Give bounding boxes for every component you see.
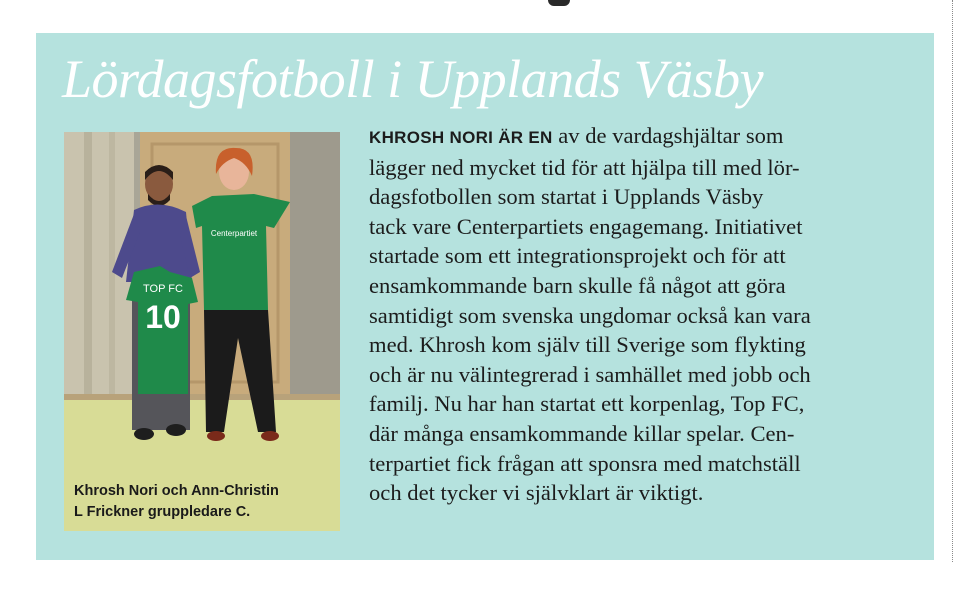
body-line: tack vare Centerpartiets engagemang. Initiativet	[369, 213, 803, 239]
photo-caption	[74, 481, 336, 523]
body-line: med. Khrosh kom själv till Sverige som flykting	[369, 332, 806, 358]
shirt-top-fc-text: TOP FC	[143, 283, 183, 295]
body-line: och är nu välintegrerad i samhället med jobb och	[369, 361, 811, 387]
body-line: ensamkommande barn skulle få något att göra	[369, 272, 786, 298]
caption-line: L Frickner gruppledare C.	[74, 504, 251, 520]
body-line: samtidigt som svenska ungdomar också kan vara	[369, 302, 811, 328]
page-top-mark	[548, 0, 570, 6]
article-photo	[64, 132, 340, 531]
body-line: familj. Nu har han startat ett korpenlag, Top FC,	[369, 391, 805, 417]
body-line: där många ensamkommande killar spelar. Cen-	[369, 420, 795, 446]
shirt-number: 10	[145, 299, 181, 335]
article-lead: KHROSH NORI ÄR EN	[369, 128, 553, 147]
photo-illustration	[64, 132, 340, 531]
body-line	[369, 121, 921, 153]
caption-line: Khrosh Nori och Ann-Christin	[74, 483, 279, 499]
body-line: startade som ett integrationsprojekt och för att	[369, 243, 786, 269]
body-line-text: av de vardagshjältar som	[552, 123, 784, 148]
body-line: dagsfotbollen som startat i Upplands Väsby	[369, 184, 764, 210]
shirt-centerpartiet-text: Centerpartiet	[210, 229, 258, 238]
article-body	[369, 121, 921, 508]
article-headline: Lördagsfotboll i Upplands Väsby	[62, 49, 764, 109]
body-line: och det tycker vi självklart är viktigt.	[369, 480, 704, 506]
column-divider	[952, 0, 953, 562]
body-line: terpartiet fick frågan att sponsra med matchställ	[369, 450, 801, 476]
body-line: lägger ned mycket tid för att hjälpa till med lör-	[369, 154, 800, 180]
